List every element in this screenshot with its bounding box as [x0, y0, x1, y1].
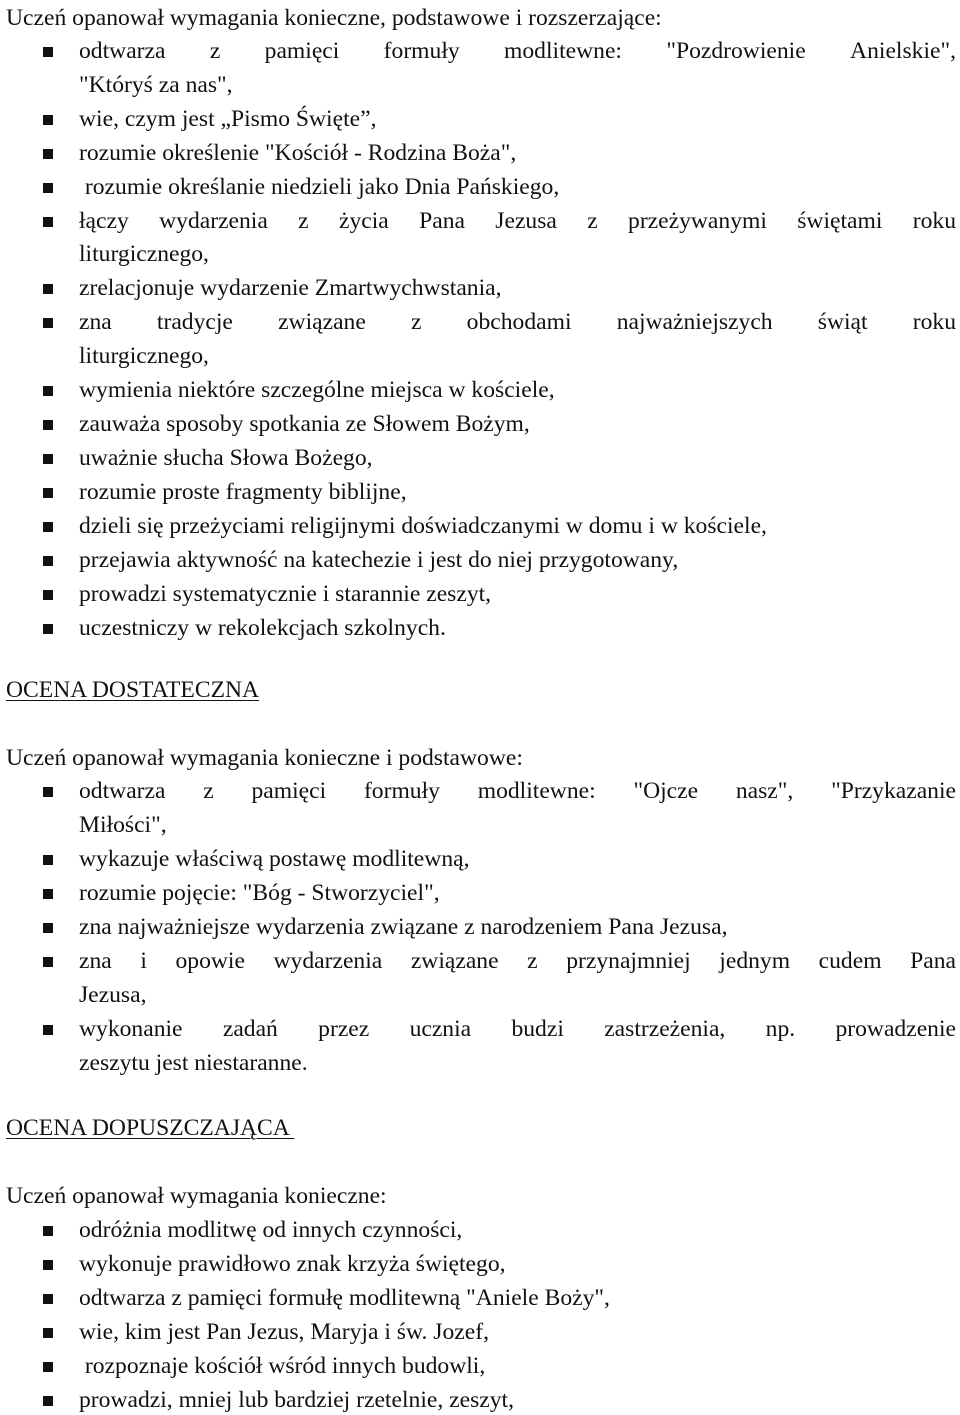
word: pamięci [264, 38, 340, 64]
square-bullet-icon [43, 149, 53, 159]
list-item-text: przejawia aktywność na katechezie i jest do niej przygotowany, [79, 547, 679, 573]
square-bullet-icon [43, 1226, 53, 1236]
word: i [140, 948, 147, 974]
square-bullet-icon [43, 1294, 53, 1304]
square-bullet-icon [43, 1260, 53, 1270]
square-bullet-icon [43, 1396, 53, 1406]
word: opowie [175, 948, 245, 974]
word: tradycje [156, 309, 233, 335]
square-bullet-icon [43, 522, 53, 532]
word: budzi [511, 1016, 564, 1042]
square-bullet-icon [43, 787, 53, 797]
list-item-text [79, 947, 956, 975]
list-item-text [79, 308, 956, 336]
square-bullet-icon [43, 1025, 53, 1035]
section-intro: Uczeń opanował wymagania konieczne: [6, 1183, 387, 1209]
word: prowadzenie [835, 1016, 956, 1042]
word: Pana [419, 208, 465, 234]
list-item-text: Miłości", [79, 812, 167, 838]
list-item-text: rozumie określanie niedzieli jako Dnia Pańskiego, [79, 174, 560, 200]
word: Jezusa [495, 208, 557, 234]
list-item-text: rozumie proste fragmenty biblijne, [79, 479, 407, 505]
word: "Ojcze [633, 778, 699, 804]
square-bullet-icon [43, 115, 53, 125]
list-item-text: rozpoznaje kościół wśród innych budowli, [79, 1353, 486, 1379]
word: roku [912, 208, 956, 234]
word: modlitewne: [504, 38, 622, 64]
word: cudem [818, 948, 882, 974]
square-bullet-icon [43, 284, 53, 294]
section-intro: Uczeń opanował wymagania konieczne i podstawowe: [6, 745, 523, 771]
word: formuły [363, 778, 440, 804]
word: pamięci [251, 778, 327, 804]
word: obchodami [466, 309, 572, 335]
list-item-text: liturgicznego, [79, 241, 209, 267]
square-bullet-icon [43, 957, 53, 967]
word: ucznia [409, 1016, 472, 1042]
list-item-text: wymienia niektóre szczególne miejsca w kościele, [79, 377, 555, 403]
list-item-text: rozumie określenie "Kościół - Rodzina Boża", [79, 140, 517, 166]
list-item-text: zna najważniejsze wydarzenia związane z narodzeniem Pana Jezusa, [79, 914, 728, 940]
word: jednym [719, 948, 791, 974]
word: roku [912, 309, 956, 335]
list-item-text: zeszytu jest niestaranne. [79, 1050, 308, 1076]
square-bullet-icon [43, 318, 53, 328]
square-bullet-icon [43, 590, 53, 600]
square-bullet-icon [43, 1328, 53, 1338]
word: przeżywanymi [628, 208, 767, 234]
list-item-text: prowadzi systematycznie i starannie zeszyt, [79, 581, 492, 607]
list-item-text: uczestniczy w rekolekcjach szkolnych. [79, 615, 446, 641]
list-item-text [79, 1015, 956, 1043]
square-bullet-icon [43, 923, 53, 933]
word: z [209, 38, 221, 64]
word: świąt [817, 309, 868, 335]
word: z [527, 948, 538, 974]
list-item-text: wykonuje prawidłowo znak krzyża świętego, [79, 1251, 506, 1277]
word: wykonanie [79, 1016, 183, 1042]
word: zna [79, 309, 112, 335]
square-bullet-icon [43, 889, 53, 899]
word: z [587, 208, 598, 234]
list-item-text: zrelacjonuje wydarzenie Zmartwychwstania, [79, 275, 502, 301]
list-item-text: wykazuje właściwą postawę modlitewną, [79, 846, 470, 872]
list-item-text: wie, kim jest Pan Jezus, Maryja i św. Jozef, [79, 1319, 489, 1345]
square-bullet-icon [43, 386, 53, 396]
word: zadań [222, 1016, 278, 1042]
list-item-text: dzieli się przeżyciami religijnymi doświadczanymi w domu i w kościele, [79, 513, 767, 539]
word: nasz", [735, 778, 794, 804]
square-bullet-icon [43, 454, 53, 464]
section-heading: OCENA DOPUSZCZAJĄCA [6, 1115, 295, 1141]
list-item-text: odróżnia modlitwę od innych czynności, [79, 1217, 463, 1243]
section-heading: OCENA DOSTATECZNA [6, 677, 260, 703]
word: "Pozdrowienie [666, 38, 806, 64]
list-item-text: odtwarza z pamięci formułę modlitewną "Aniele Boży", [79, 1285, 610, 1311]
word: modlitewne: [477, 778, 596, 804]
list-item-text: uważnie słucha Słowa Bożego, [79, 445, 373, 471]
list-item-text [79, 777, 956, 805]
list-item-text: "Któryś za nas", [79, 72, 233, 98]
word: zna [79, 948, 112, 974]
word: zastrzeżenia, [604, 1016, 726, 1042]
square-bullet-icon [43, 624, 53, 634]
word: "Przykazanie [831, 778, 956, 804]
word: z [203, 778, 214, 804]
square-bullet-icon [43, 488, 53, 498]
word: z [411, 309, 422, 335]
list-item-text: prowadzi, mniej lub bardziej rzetelnie, zeszyt, [79, 1387, 514, 1413]
square-bullet-icon [43, 1362, 53, 1372]
word: przez [318, 1016, 370, 1042]
list-item-text: wie, czym jest „Pismo Święte”, [79, 106, 377, 132]
word: związane [278, 309, 366, 335]
list-item-text: zauważa sposoby spotkania ze Słowem Bożym, [79, 411, 530, 437]
word: z [298, 208, 309, 234]
word: łączy [79, 208, 129, 234]
list-item-text: liturgicznego, [79, 343, 209, 369]
word: życia [338, 208, 389, 234]
list-item-text: Jezusa, [79, 982, 147, 1008]
list-item-text [79, 207, 956, 235]
word: odtwarza [79, 778, 166, 804]
word: odtwarza [79, 38, 166, 64]
word: związane [410, 948, 499, 974]
list-item-text: rozumie pojęcie: "Bóg - Stworzyciel", [79, 880, 440, 906]
word: wydarzenia [273, 948, 383, 974]
section-intro: Uczeń opanował wymagania konieczne, podstawowe i rozszerzające: [6, 5, 662, 31]
word: formuły [383, 38, 460, 64]
word: wydarzenia [159, 208, 268, 234]
word: np. [765, 1016, 796, 1042]
square-bullet-icon [43, 217, 53, 227]
word: przynajmniej [566, 948, 691, 974]
word: Pana [910, 948, 956, 974]
word: świętami [797, 208, 883, 234]
word: najważniejszych [616, 309, 773, 335]
square-bullet-icon [43, 183, 53, 193]
square-bullet-icon [43, 420, 53, 430]
word: Anielskie", [850, 38, 956, 64]
list-item-text [79, 37, 956, 65]
square-bullet-icon [43, 855, 53, 865]
square-bullet-icon [43, 556, 53, 566]
square-bullet-icon [43, 47, 53, 57]
